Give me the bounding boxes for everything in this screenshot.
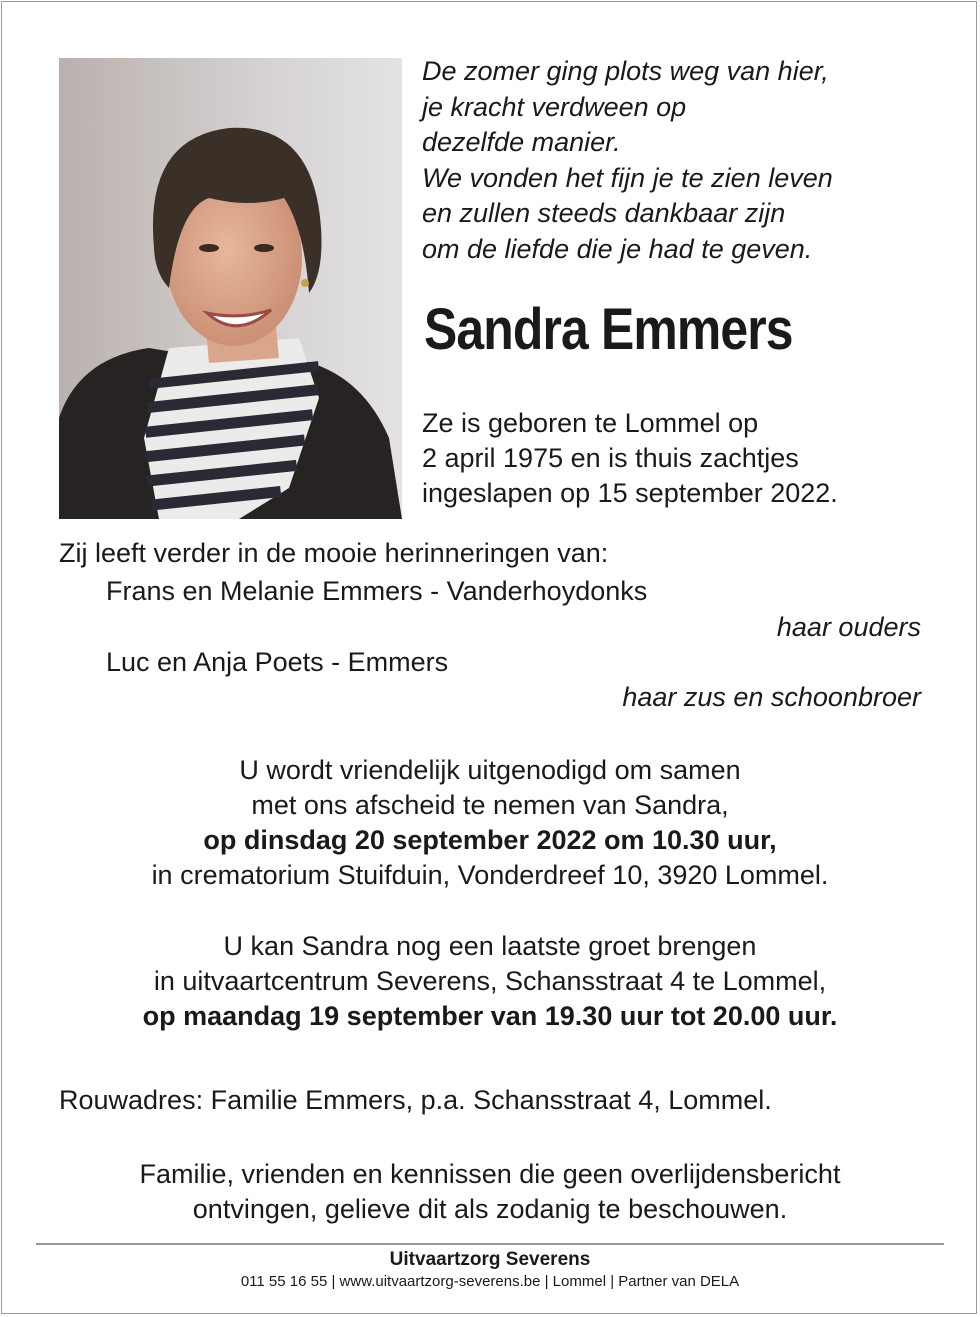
ceremony-invitation: [0, 753, 980, 893]
ceremony-location: in crematorium Stuifduin, Vonderdreef 10, 3920 Lommel.: [151, 860, 829, 890]
poem-line: om de liefde die je had te geven.: [422, 233, 813, 264]
survivors-intro: Zij leeft verder in de mooie herinneringen van:: [59, 538, 609, 568]
deceased-name: Sandra Emmers: [424, 297, 793, 362]
footer-contact: 011 55 16 55 | www.uitvaartzorg-severens.be | Lommel | Partner van DELA: [240, 1273, 740, 1290]
poem-line: De zomer ging plots weg van hier,: [422, 56, 829, 86]
survivor-relation: haar zus en schoonbroer: [622, 682, 921, 712]
poem-line: je kracht verdween op: [422, 91, 687, 122]
visitation-info: [0, 929, 980, 1034]
birth-death-line: Ze is geboren te Lommel op: [422, 408, 759, 438]
survivor-names: Frans en Melanie Emmers - Vanderhoydonks: [106, 576, 648, 606]
ceremony-line: U wordt vriendelijk uitgenodigd om samen: [239, 755, 741, 785]
birth-death-info: [422, 406, 838, 511]
ceremony-line: met ons afscheid te nemen van Sandra,: [251, 790, 729, 820]
mourning-address: Rouwadres: Familie Emmers, p.a. Schansstraat 4, Lommel.: [59, 1085, 772, 1115]
footer-company: Uitvaartzorg Severens: [389, 1249, 591, 1270]
portrait-photo: [59, 58, 402, 519]
notice-line: Familie, vrienden en kennissen die geen overlijdensbericht: [139, 1159, 841, 1189]
poem-line: en zullen steeds dankbaar zijn: [422, 198, 786, 228]
notice: [0, 1157, 980, 1227]
notice-line: ontvingen, gelieve dit als zodanig te beschouwen.: [192, 1194, 788, 1224]
visitation-line: in uitvaartcentrum Severens, Schansstraat 4 te Lommel,: [153, 966, 827, 996]
birth-death-line: 2 april 1975 en is thuis zachtjes: [422, 443, 799, 473]
ceremony-date: op dinsdag 20 september 2022 om 10.30 uur,: [203, 825, 777, 855]
visitation-line: U kan Sandra nog een laatste groet brengen: [223, 931, 757, 961]
visitation-date: op maandag 19 september van 19.30 uur tot 20.00 uur.: [142, 1001, 838, 1031]
footer-divider: [36, 1243, 944, 1245]
birth-death-line: ingeslapen op 15 september 2022.: [422, 478, 838, 508]
survivor-relation: haar ouders: [776, 612, 921, 642]
poem-line: dezelfde manier.: [422, 127, 621, 157]
survivor-names: Luc en Anja Poets - Emmers: [106, 647, 449, 677]
poem-line: We vonden het fijn je te zien leven: [422, 162, 833, 193]
poem: [422, 54, 962, 267]
